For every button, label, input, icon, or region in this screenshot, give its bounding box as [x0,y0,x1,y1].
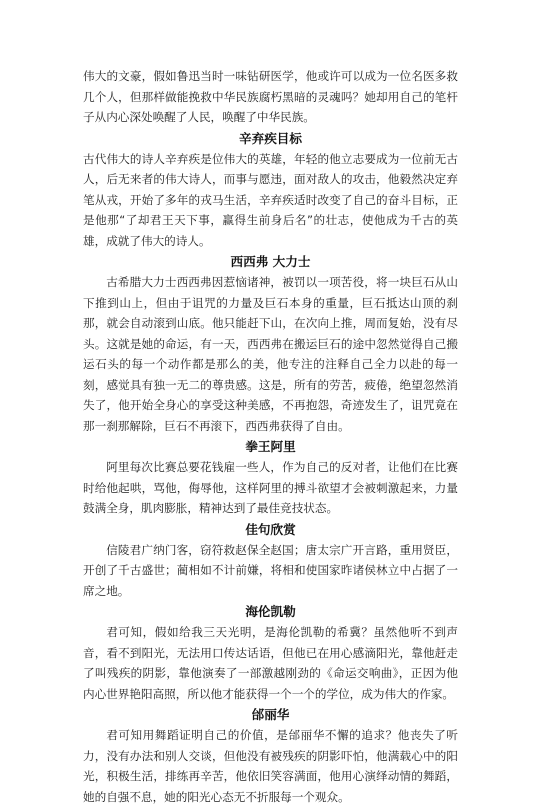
section-title-helen-keller: 海伦凯勒 [245,604,296,619]
document-body [83,66,458,807]
section-body-helen-keller: 君可知，假如给我三天光明，是海伦凯勒的希冀？虽然他听不到声音，看不到阳光，无法用口传达话语，但他已在用心感滴阳光，靠他赶走了叫残疾的阴影，靠他演奏了一部激越刚劲的《命运交响曲》，正因为他内心世界艳阳高照，所以他才能获得一个一个的学位，成为伟大的作家。 [83,625,458,701]
section-body-tai-lihua: 君可知用舞蹈证明自己的价值，是邰丽华不懈的追求？他丧失了听力，没有办法和别人交谈，但他没有被残疾的阴影吓怕，他满载心中的阳光，积极生活，排练再辛苦，他依旧笑容满面，他用心演绎动情的舞蹈，她的自强不息，她的阳光心态无不折服每一个观众。 [83,728,458,804]
section-title-quotes: 佳句欣赏 [245,521,296,537]
section-title-sisyphus: 西西弗 大力士 [230,254,311,269]
section-body-sisyphus: 古希腊大力士西西弗因惹恼诸神，被罚以一项苦役，将一块巨石从山下推到山上，但由于诅咒的力量及巨石本身的重量，巨石抵达山顶的刹那，就会自动滚到山底。他只能赶下山，在次向上推，周而复始，没有尽头。这就是她的命运，有一天，西西弗在搬运巨石的途中忽然觉得自己搬运石头的每一个动作都是那么的美，他专注的注释自己全力以赴的每一刻，感觉具有独一无二的尊贵感。这是，所有的劳苦，疲倦，绝望忽然消失了，他开始全身心的享受这种美感，不再抱怨，奇迹发生了，诅咒竟在那一刹那解除，巨石不再滚下，西西弗获得了自由。 [83,275,458,433]
section-title-xin-qiji: 辛弃疾目标 [239,130,302,146]
section-body-quotes: 信陵君广纳门客，窃符救赵保全赵国；唐太宗广开言路，重用贤臣，开创了千古盛世；蔺相如不计前嫌，将相和使国家昨诸侯林立中占据了一席之地。 [83,542,458,598]
section-title-tai-lihua: 邰丽华 [251,707,290,722]
section-body-ali: 阿里每次比赛总要花钱雇一些人，作为自己的反对者，让他们在比赛时给他起哄，骂他，侮辱他，这样阿里的搏斗欲望才会被刺激起来，力量鼓满全身，肌肉膨胀，精神达到了最佳竞技状态。 [83,460,458,515]
section-title-ali: 拳王阿里 [245,439,296,454]
intro-paragraph: 伟大的文豪，假如鲁迅当时一味钻研医学，他或许可以成为一位名医多救几个人，但那样做能挽救中华民族腐朽黑暗的灵魂吗？她却用自己的笔杆子从内心深处唤醒了人民，唤醒了中华民族。 [83,69,458,124]
section-body-xin-qiji: 古代伟大的诗人辛弃疾是位伟大的英雄，年轻的他立志要成为一位前无古人，后无来者的伟大诗人，而事与愿违，面对敌人的攻击，他毅然决定弃笔从戎，开始了多年的戎马生活，辛弃疾适时改变了自己的奋斗目标，正是他那“了却君王天下事，赢得生前身后名”的壮志，使他成为千古的英雄，成就了伟大的诗人。 [83,151,458,248]
